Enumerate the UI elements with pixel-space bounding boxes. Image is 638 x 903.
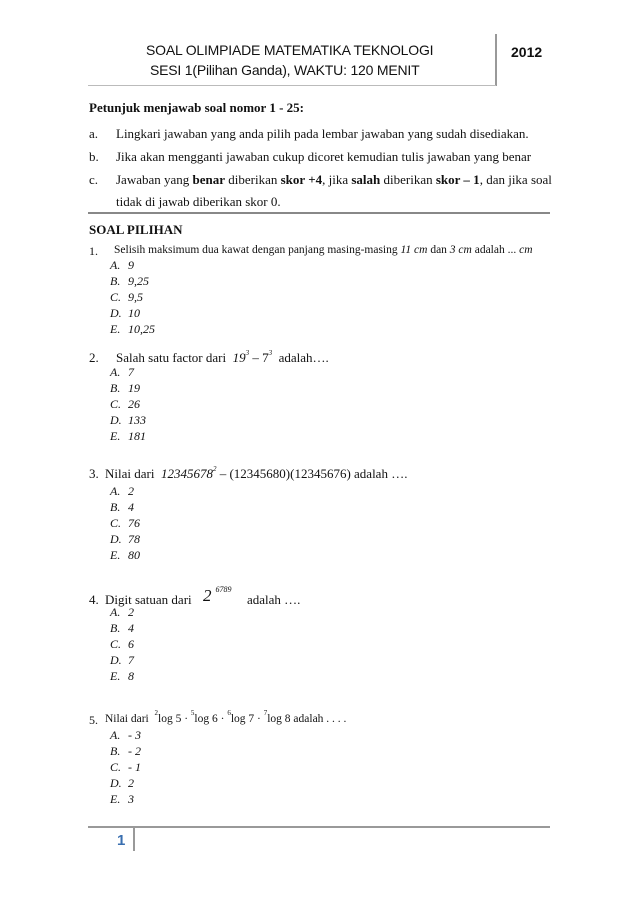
question-2-option-b: B. 19 xyxy=(110,381,140,395)
question-1-option-b: B. 9,25 xyxy=(110,274,149,288)
header-title-line2: SESI 1(Pilihan Ganda), WAKTU: 120 MENIT xyxy=(150,62,420,78)
question-1-number: 1. xyxy=(89,244,98,258)
question-5-option-c: C. - 1 xyxy=(110,760,141,774)
question-2-option-e: E. 181 xyxy=(110,429,146,443)
instruction-a-text: Lingkari jawaban yang anda pilih pada lembar jawaban yang sudah disediakan. xyxy=(116,126,529,141)
header-title-line1: SOAL OLIMPIADE MATEMATIKA TEKNOLOGI xyxy=(146,42,434,58)
question-4-option-b: B. 4 xyxy=(110,621,134,635)
instruction-c-marker: c. xyxy=(89,172,99,187)
question-1-option-e: E. 10,25 xyxy=(110,322,155,336)
instruction-c-text: Jawaban yang benar diberikan skor +4, jika salah diberikan skor – 1, dan jika soal xyxy=(116,172,552,187)
question-3-option-b: B. 4 xyxy=(110,500,134,514)
question-4-text: Digit satuan dari xyxy=(105,592,192,607)
instruction-c-text-line2: tidak di jawab diberikan skor 0. xyxy=(116,194,281,209)
question-1-option-c: C. 9,5 xyxy=(110,290,143,304)
question-3-option-d: D. 78 xyxy=(110,532,140,546)
question-3-option-e: E. 80 xyxy=(110,548,140,562)
instruction-b-text: Jika akan mengganti jawaban cukup dicoret kemudian tulis jawaban yang benar xyxy=(116,149,532,164)
question-1-text: Selisih maksimum dua kawat dengan panjang masing-masing 11 cm dan 3 cm adalah ... cm xyxy=(114,244,533,256)
instruction-a-marker: a. xyxy=(89,126,99,141)
question-4-option-e: E. 8 xyxy=(110,669,134,683)
section-title: SOAL PILIHAN xyxy=(89,222,183,237)
question-5-option-a: A. - 3 xyxy=(110,728,141,742)
question-4-option-d: D. 7 xyxy=(110,653,134,667)
instructions-heading: Petunjuk menjawab soal nomor 1 - 25: xyxy=(89,100,304,115)
instruction-b-marker: b. xyxy=(89,149,99,164)
footer-divider xyxy=(133,827,135,851)
question-4-tail: adalah …. xyxy=(247,592,301,607)
question-5-option-d: D. 2 xyxy=(110,776,134,790)
question-2-option-a: A. 7 xyxy=(110,365,134,379)
question-4-option-c: C. 6 xyxy=(110,637,134,651)
question-2-number: 2. xyxy=(89,350,99,365)
question-3-option-c: C. 76 xyxy=(110,516,140,530)
question-4-option-a: A. 2 xyxy=(110,605,134,619)
question-4-power: 2 $^{6789}$ xyxy=(203,585,232,605)
question-4-number: 4. xyxy=(89,592,99,607)
question-5-text: Nilai dari $^2$log 5 · $^5$log 6 · $^6$log 7 · $^7$log 8 adalah . . . . xyxy=(105,709,347,725)
section-rule xyxy=(88,212,550,214)
question-3-number: 3. xyxy=(89,466,99,481)
question-2-option-c: C. 26 xyxy=(110,397,140,411)
question-2-option-d: D. 133 xyxy=(110,413,146,427)
question-5-option-b: B. - 2 xyxy=(110,744,141,758)
question-5-number: 5. xyxy=(89,713,98,727)
header-year: 2012 xyxy=(511,44,543,60)
header-rule xyxy=(88,85,496,86)
question-3-option-a: A. 2 xyxy=(110,484,134,498)
question-1-option-a: A. 9 xyxy=(110,258,134,272)
page-number: 1 xyxy=(117,832,126,849)
footer-rule xyxy=(88,826,550,828)
question-2-text: Salah satu factor dari $19^3 - 7^3$ adalah…. xyxy=(116,349,329,365)
question-1-option-d: D. 10 xyxy=(110,306,140,320)
question-3-text: Nilai dari 12345678$^2$ – (12345680)(12345676) adalah …. xyxy=(105,465,408,481)
question-5-option-e: E. 3 xyxy=(110,792,134,806)
header-divider xyxy=(495,34,497,86)
